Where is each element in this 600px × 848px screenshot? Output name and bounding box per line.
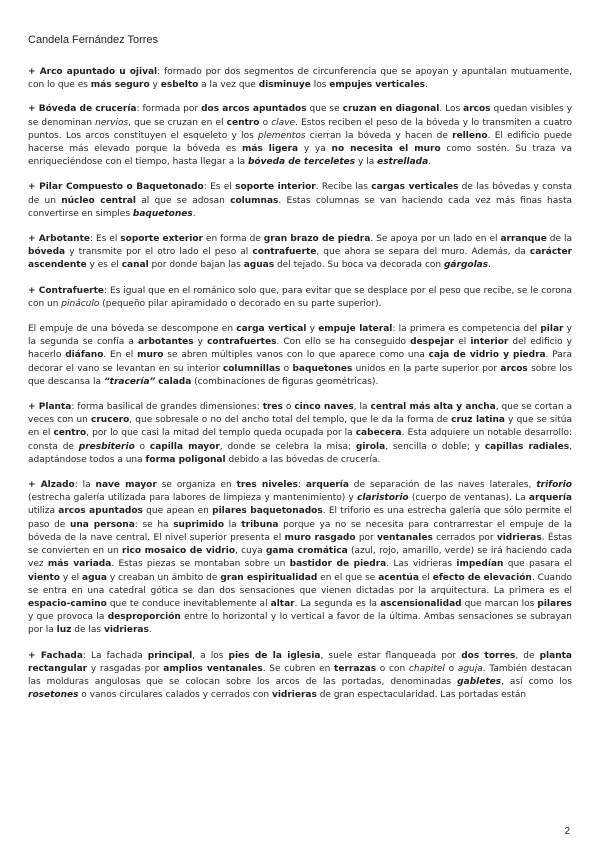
text-run: impedían: [456, 559, 504, 570]
text-run: , que se cruzan en el: [128, 117, 227, 128]
text-run: :: [297, 480, 306, 491]
text-run: y es el: [86, 260, 122, 271]
text-run: , donde se celebra la misa;: [219, 441, 356, 452]
text-run: más seguro: [90, 80, 150, 91]
text-run: triforio: [536, 480, 572, 491]
text-run: (azul, rojo, amarillo, verde) se irá haciendo cada vez: [28, 546, 572, 570]
text-run: utiliza: [28, 506, 59, 517]
text-run: muro rasgado: [284, 532, 356, 543]
text-run: cerrados por: [432, 532, 497, 543]
text-run: cargas verticales: [371, 182, 459, 193]
text-run: altar: [270, 598, 295, 609]
text-run: bóveda de terceletes: [247, 157, 356, 168]
text-run: que pasara el: [503, 559, 572, 570]
text-run: : se ha: [134, 519, 174, 530]
text-run: capilla mayor: [149, 441, 220, 452]
text-run: presbiterio: [78, 441, 135, 452]
text-run: entre lo horizontal y lo vertical a favor de la última. Ambas sensaciones se subrayan por la: [28, 612, 572, 636]
text-run: cabecera: [355, 428, 402, 439]
text-run: contrafuerte: [252, 247, 317, 258]
text-run: y: [306, 324, 319, 335]
paragraph-alzado: [28, 479, 572, 637]
text-run: . También destacan las molduras angulosas que se colocan sobre los arcos de las portadas, denominadas: [28, 663, 572, 687]
text-run: columnas: [230, 195, 279, 206]
text-run: . Estas columnas se van haciendo cada vez más finas hasta convertirse en simples: [28, 195, 572, 219]
text-run: desproporción: [107, 612, 181, 623]
text-run: y que provoca la: [28, 612, 108, 623]
text-run: y creaban un ámbito de: [107, 572, 221, 583]
text-run: diáfano: [65, 350, 104, 361]
text-run: espacio-camino: [28, 598, 107, 609]
page-number: 2: [564, 826, 570, 837]
paragraph-arco-apuntado: [28, 66, 572, 92]
text-run: pináculo: [61, 298, 100, 309]
text-run: terrazas: [334, 663, 377, 674]
text-run: arquería: [305, 480, 349, 491]
text-run: aguas: [243, 260, 275, 271]
text-run: + Arbotante: [28, 234, 90, 245]
text-run: o: [134, 441, 150, 452]
text-run: + Planta: [28, 402, 72, 413]
text-run: centro: [226, 117, 260, 128]
text-run: en forma de: [202, 234, 264, 245]
text-run: y: [193, 337, 208, 348]
text-run: . Los: [439, 104, 464, 115]
text-run: : Es el: [89, 234, 121, 245]
text-run: : la primera es competencia del: [392, 324, 541, 335]
text-run: arranque: [500, 234, 547, 245]
text-run: esbelto: [160, 80, 199, 91]
text-run: central más alta y ancha: [370, 402, 496, 413]
text-run: bastidor de piedra: [289, 559, 387, 570]
text-run: del tejado. Su boca va decorada con: [274, 260, 444, 271]
text-run: : La fachada: [82, 650, 148, 661]
text-run: “tracería”: [103, 376, 156, 387]
text-run: + Alzado: [28, 480, 75, 491]
paragraph-fachada: [28, 650, 572, 703]
text-run: unidos en la parte superior por: [352, 363, 501, 374]
text-run: gárgolas: [443, 260, 489, 271]
text-run: disminuye: [258, 80, 311, 91]
text-run: : Es igual que en el románico solo que, para evitar que se desplace por el peso que recibe, se le corona con un: [28, 285, 572, 309]
text-run: que marcan los: [461, 598, 538, 609]
text-run: tres: [262, 402, 283, 413]
text-run: los: [310, 80, 330, 91]
text-run: que te conduce inevitablemente al: [106, 598, 271, 609]
text-run: tres niveles: [236, 480, 298, 491]
text-run: porque ya no se necesita para contrarrestar el empuje de la bóveda de la nave central. El nivel superior presenta el: [28, 519, 572, 543]
text-run: estrellada: [377, 157, 429, 168]
text-run: o vanos circulares calados y cerrados con: [78, 690, 272, 701]
text-run: soporte interior: [235, 182, 316, 193]
text-run: muro: [137, 350, 164, 361]
text-run: arquería: [528, 493, 572, 504]
text-run: arcos: [500, 363, 528, 374]
text-run: . Se apoya por un lado en el: [370, 234, 501, 245]
text-run: : Es el: [203, 182, 236, 193]
text-run: vidrieras: [271, 690, 317, 701]
text-run: ventanales: [377, 532, 433, 543]
text-run: nervios: [95, 117, 129, 128]
text-run: . La segunda es la: [294, 598, 381, 609]
text-run: acentúa: [378, 572, 419, 583]
text-run: : forma basilical de grandes dimensiones:: [71, 402, 263, 413]
text-run: +: [28, 67, 40, 77]
text-run: al que se adosan: [136, 195, 231, 206]
paragraph-planta: [28, 401, 572, 467]
text-run: amplios ventanales: [163, 663, 263, 674]
text-run: cierran la bóveda y hacen de: [305, 130, 453, 141]
document-body: [28, 66, 572, 702]
text-run: vidrieras: [103, 625, 149, 636]
text-run: (combinaciones de figuras geométricas).: [191, 376, 379, 387]
text-run: contrafuertes: [207, 337, 277, 348]
text-run: y: [149, 80, 161, 91]
text-run: . Para decorar el vano se levantan en su interior: [28, 350, 573, 374]
text-run: pies de la iglesia: [228, 650, 321, 661]
text-run: .: [425, 80, 428, 91]
text-run: (pequeño pilar apiramidado o decorado en su parte superior).: [99, 298, 382, 309]
text-run: cruzan en diagonal: [342, 104, 440, 115]
text-run: dos arcos apuntados: [201, 104, 307, 115]
text-run: sobre los que descansa la: [28, 363, 573, 387]
text-run: .: [488, 260, 491, 271]
text-run: , que ahora se separa del muro. Además, da: [316, 247, 530, 258]
text-run: centro: [53, 428, 87, 439]
text-run: .: [192, 208, 196, 219]
text-run: (estrecha galería utilizada para labores de limpieza y mantenimiento) y: [28, 493, 358, 504]
text-run: Arco apuntado u ojival: [39, 67, 158, 77]
text-run: cruz latina: [451, 415, 505, 426]
text-run: .: [428, 157, 432, 168]
text-run: se abren múltiples vanos con lo que aparece como una: [163, 350, 429, 361]
text-run: : formada por: [136, 104, 202, 115]
text-run: vidrieras: [496, 532, 542, 543]
text-run: claristorio: [357, 493, 409, 504]
text-run: plementos: [258, 130, 306, 141]
text-run: o: [282, 402, 295, 413]
text-run: una persona: [69, 519, 135, 530]
text-run: . Se cubren en: [262, 663, 335, 674]
paragraph-pilar-compuesto: [28, 181, 572, 221]
text-run: . Éstas se convierten en un: [28, 532, 572, 557]
text-run: viento: [28, 572, 60, 583]
text-run: de las bóvedas y consta de un: [28, 182, 573, 206]
text-run: agua: [82, 572, 107, 583]
text-run: gran espiritualidad: [220, 572, 318, 583]
text-run: . Cuando se entra en una catedral gótica se dan dos sensaciones que vienen dictadas por la arquitectura. La primera es el: [28, 572, 572, 596]
text-run: se organiza en: [156, 480, 237, 491]
text-run: , sencilla o doble; y: [385, 441, 485, 452]
text-run: y rasgadas por: [87, 663, 164, 674]
text-run: : la: [74, 480, 96, 491]
text-run: ascensionalidad: [380, 598, 462, 609]
text-run: el: [454, 337, 471, 348]
text-run: + Pilar Compuesto o Baquetonado: [28, 182, 204, 193]
text-run: gran brazo de piedra: [263, 234, 371, 245]
text-run: .: [148, 625, 152, 636]
paragraph-contrafuerte: [28, 285, 572, 311]
text-run: rosetones: [28, 690, 79, 701]
text-run: forma poligonal: [145, 454, 226, 465]
text-run: que se: [306, 104, 343, 115]
text-run: baquetones: [292, 363, 353, 374]
text-run: rico mosaico de vidrio: [122, 546, 236, 557]
text-run: o: [444, 663, 458, 674]
paragraph-boveda-cruceria: [28, 103, 572, 169]
text-run: dos torres: [461, 650, 516, 661]
text-run: a la vez que: [198, 80, 259, 91]
text-run: , de: [515, 650, 540, 661]
text-run: quedan visibles y se denominan: [28, 104, 573, 128]
text-run: , suele estar flanqueada por: [320, 650, 462, 661]
text-run: . El edificio puede hacerse más elevado porque la bóveda es: [28, 130, 572, 155]
text-run: bóveda: [28, 247, 66, 258]
text-run: carga vertical: [236, 324, 307, 335]
text-run: de separación de las naves laterales,: [348, 480, 537, 491]
text-run: soporte exterior: [120, 234, 203, 245]
text-run: tribuna: [241, 519, 279, 530]
text-run: . Estas piezas se montaban sobre un: [111, 559, 290, 570]
text-run: cinco naves: [294, 402, 354, 413]
text-run: pilares baquetonados: [212, 506, 323, 517]
text-run: . Las vidrieras: [386, 559, 457, 570]
text-run: del edificio y hacerlo: [28, 337, 572, 361]
text-run: de la: [546, 234, 572, 245]
text-run: . Recibe las: [315, 182, 372, 193]
text-run: y ya: [298, 144, 332, 155]
text-run: (cuerpo de ventanas). La: [408, 493, 529, 504]
text-run: . El triforio es una estrecha galería que sólo permite el paso de: [28, 506, 572, 530]
text-run: El empuje de una bóveda se descompone en: [28, 324, 237, 335]
text-run: . Esta adquiere un notable desarrollo: consta de: [28, 428, 572, 452]
text-run: gabletes: [457, 676, 502, 687]
text-run: baquetones: [132, 208, 193, 219]
text-run: que apean en: [142, 506, 213, 517]
text-run: planta rectangular: [28, 650, 572, 674]
text-run: arbotantes: [137, 337, 194, 348]
text-run: de gran espectacularidad. Las portadas están: [316, 690, 527, 701]
text-run: caja de vidrio y piedra: [428, 350, 546, 361]
text-run: chapitel: [408, 663, 445, 674]
text-run: + Bóveda de crucería: [28, 104, 137, 115]
text-run: y el: [59, 572, 82, 583]
text-run: capillas radiales: [484, 441, 570, 452]
text-run: principal: [147, 650, 193, 661]
paragraph-arbotante: [28, 233, 572, 273]
text-run: empujes verticales: [329, 80, 426, 91]
text-run: efecto de elevación: [432, 572, 532, 583]
text-run: de las: [71, 625, 104, 636]
text-run: suprimido: [173, 519, 225, 530]
text-run: . En el: [103, 350, 138, 361]
text-run: más ligera: [241, 144, 299, 155]
text-run: despejar: [410, 337, 455, 348]
text-run: arcos: [463, 104, 491, 115]
text-run: calada: [158, 376, 192, 387]
text-run: el: [418, 572, 433, 583]
author-name: Candela Fernández Torres: [28, 34, 159, 46]
text-run: clave: [271, 117, 296, 128]
text-run: canal: [121, 260, 149, 271]
text-run: luz: [56, 625, 72, 636]
text-run: , por lo que casi la mitad del templo queda ocupada por la: [86, 428, 356, 439]
text-run: por: [355, 532, 378, 543]
text-run: , así como los: [501, 676, 573, 687]
text-run: por donde bajan las: [148, 260, 244, 271]
text-run: aguja: [457, 663, 483, 674]
text-run: girola: [355, 441, 386, 452]
text-run: crucero: [91, 415, 130, 426]
text-run: interior: [470, 337, 509, 348]
text-run: y que se sitúa en el: [28, 415, 572, 439]
text-run: como sostén. Su traza va enriqueciéndose con el tiempo, hasta llegar a la: [28, 144, 573, 168]
text-run: y la: [355, 157, 378, 168]
text-run: , cuya: [235, 546, 266, 557]
paragraph-empuje-boveda: [28, 323, 572, 389]
text-run: gama cromática: [265, 546, 348, 557]
text-run: , adaptándose todos a una: [28, 441, 572, 465]
text-run: la: [224, 519, 242, 530]
text-run: , que sobresale o no del ancho total del templo, que le da la forma de: [129, 415, 452, 426]
text-run: en el que se: [317, 572, 379, 583]
text-run: o: [280, 363, 293, 374]
text-run: + Fachada: [28, 650, 83, 661]
text-run: empuje lateral: [318, 324, 393, 335]
text-run: . Con ello se ha conseguido: [276, 337, 411, 348]
text-run: arcos apuntados: [58, 506, 143, 517]
text-run: columnillas: [222, 363, 281, 374]
text-run: y transmite por el otro lado el peso al: [65, 247, 253, 258]
text-run: carácter ascendente: [28, 247, 573, 271]
text-run: o: [259, 117, 272, 128]
text-run: pilares: [537, 598, 572, 609]
text-run: más variada: [47, 559, 112, 570]
text-run: no necesita el muro: [331, 144, 441, 155]
text-run: relleno: [452, 130, 488, 141]
text-run: , la: [353, 402, 371, 413]
text-run: debido a las bóvedas de crucería.: [225, 454, 381, 465]
text-run: nave mayor: [95, 480, 157, 491]
text-run: , que se cortan a veces con un: [28, 402, 572, 426]
text-run: pilar: [540, 324, 564, 335]
text-run: y la segunda se confía a: [28, 324, 572, 348]
text-run: núcleo central: [61, 195, 136, 206]
text-run: . Estos reciben el peso de la bóveda y lo transmiten a cuatro puntos. Los arcos constituyen el esqueleto y los: [28, 117, 573, 141]
text-run: o con: [376, 663, 409, 674]
text-run: , a los: [192, 650, 229, 661]
text-run: : formado por dos segmentos de circunferencia que se apoyan y apuntalan mutuamente, con lo que es: [28, 67, 572, 91]
text-run: + Contrafuerte: [28, 285, 105, 296]
